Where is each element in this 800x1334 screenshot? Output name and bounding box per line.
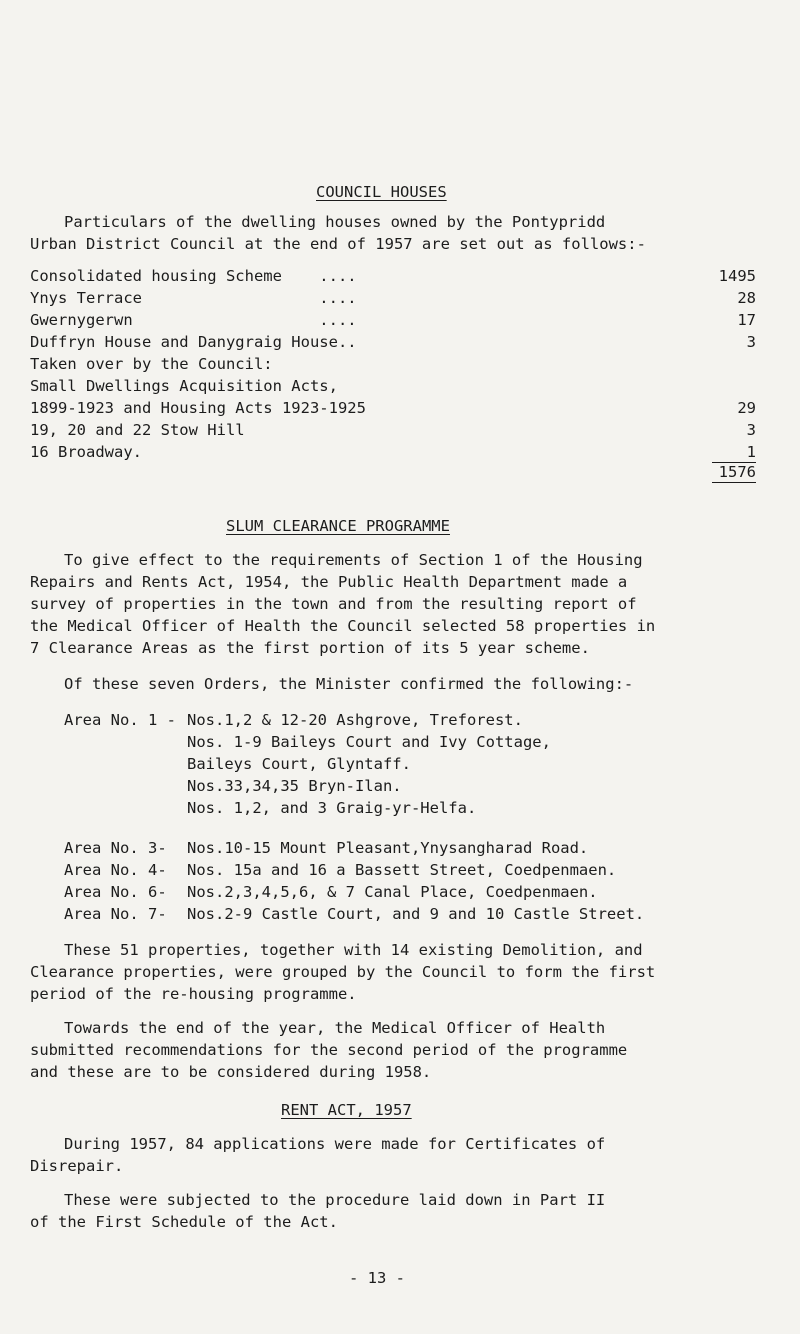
intro-line-2: Urban District Council at the end of 1957 are set out as follows:-	[30, 235, 646, 253]
paragraph-line: During 1957, 84 applications were made for Certificates of	[64, 1135, 606, 1153]
paragraph-line: To give effect to the requirements of Section 1 of the Housing	[64, 551, 643, 569]
intro-line-1: Particulars of the dwelling houses owned by the Pontypridd	[64, 213, 606, 231]
housing-row-label: 19, 20 and 22 Stow Hill	[30, 421, 245, 439]
area-detail: Nos.2,3,4,5,6, & 7 Canal Place, Coedpenmaen.	[187, 883, 598, 901]
housing-row-label: 1899-1923 and Housing Acts 1923-1925	[30, 399, 366, 417]
housing-row-value: 1495	[718, 267, 756, 285]
paragraph-line: Towards the end of the year, the Medical Officer of Health	[64, 1019, 606, 1037]
paragraph-line: submitted recommendations for the second period of the programme	[30, 1041, 628, 1059]
housing-row-value: 3	[746, 333, 756, 351]
housing-row-value: 3	[746, 421, 756, 439]
housing-row-value: 1	[746, 443, 756, 461]
housing-row-value: 29	[737, 399, 756, 417]
paragraph-line: Repairs and Rents Act, 1954, the Public Health Department made a	[30, 573, 628, 591]
area-detail: Nos. 1-9 Baileys Court and Ivy Cottage,	[187, 733, 551, 751]
paragraph-line: Clearance properties, were grouped by the Council to form the first	[30, 963, 656, 981]
area-detail: Baileys Court, Glyntaff.	[187, 755, 411, 773]
rent-act-heading: RENT ACT, 1957	[281, 1101, 412, 1119]
area-label: Area No. 1 -	[64, 711, 176, 729]
area-detail: Nos. 1,2, and 3 Graig-yr-Helfa.	[187, 799, 477, 817]
slum-clearance-heading: SLUM CLEARANCE PROGRAMME	[226, 517, 450, 535]
housing-row-label: 16 Broadway.	[30, 443, 142, 461]
orders-line: Of these seven Orders, the Minister confirmed the following:-	[64, 675, 634, 693]
page-title: COUNCIL HOUSES	[316, 183, 447, 201]
housing-row-label: Duffryn House and Danygraig House..	[30, 333, 357, 351]
area-label: Area No. 4-	[64, 861, 167, 879]
area-label: Area No. 6-	[64, 883, 167, 901]
paragraph-line: Disrepair.	[30, 1157, 124, 1175]
housing-row-value: 28	[737, 289, 756, 307]
housing-row-label: Ynys Terrace ....	[30, 289, 357, 307]
paragraph-line: and these are to be considered during 1958.	[30, 1063, 432, 1081]
paragraph-line: period of the re-housing programme.	[30, 985, 357, 1003]
paragraph-line: of the First Schedule of the Act.	[30, 1213, 338, 1231]
area-detail: Nos. 15a and 16 a Bassett Street, Coedpenmaen.	[187, 861, 617, 879]
page-number: - 13 -	[349, 1269, 405, 1287]
area-detail: Nos.2-9 Castle Court, and 9 and 10 Castle Street.	[187, 905, 645, 923]
housing-row-label: Taken over by the Council:	[30, 355, 273, 373]
area-detail: Nos.1,2 & 12-20 Ashgrove, Treforest.	[187, 711, 523, 729]
total-rule-bottom	[712, 482, 756, 483]
paragraph-line: 7 Clearance Areas as the first portion of its 5 year scheme.	[30, 639, 590, 657]
paragraph-line: the Medical Officer of Health the Council selected 58 properties in	[30, 617, 656, 635]
housing-row-label: Small Dwellings Acquisition Acts,	[30, 377, 338, 395]
area-detail: Nos.33,34,35 Bryn-Ilan.	[187, 777, 402, 795]
area-label: Area No. 7-	[64, 905, 167, 923]
paragraph-line: These 51 properties, together with 14 existing Demolition, and	[64, 941, 643, 959]
area-detail: Nos.10-15 Mount Pleasant,Ynysangharad Road.	[187, 839, 589, 857]
paragraph-line: These were subjected to the procedure laid down in Part II	[64, 1191, 606, 1209]
area-label: Area No. 3-	[64, 839, 167, 857]
paragraph-line: survey of properties in the town and from the resulting report of	[30, 595, 637, 613]
housing-row-label: Consolidated housing Scheme ....	[30, 267, 357, 285]
housing-row-label: Gwernygerwn ....	[30, 311, 357, 329]
housing-row-value: 17	[737, 311, 756, 329]
housing-total: 1576	[718, 463, 756, 481]
